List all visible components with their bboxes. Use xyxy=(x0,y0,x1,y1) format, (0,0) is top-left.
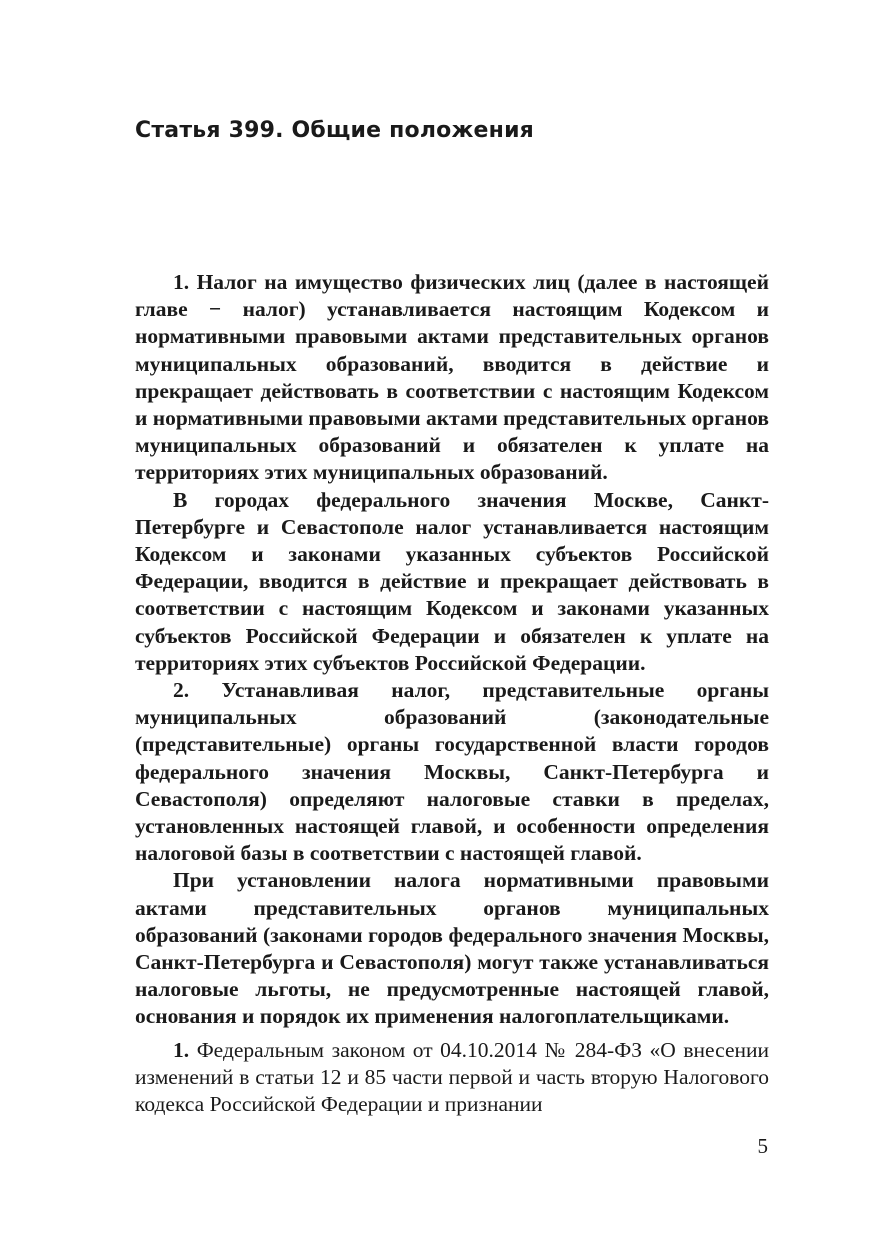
article-title: Статья 399. Общие положения xyxy=(135,118,535,143)
footnote-block xyxy=(135,1037,769,1119)
page-number: 5 xyxy=(757,1134,768,1158)
article-body xyxy=(135,269,769,1031)
footnote-number: 1. xyxy=(173,1038,190,1062)
paragraph-3: 2. Устанавливая налог, представительные органы муниципальных образований (законодательные (представительные) органы государственной власти городов федерального значения Москвы, Санкт-Петербурга и Севастополя) определяют налоговые ставки в пределах, установленных настоящей главой, и особенности определения налоговой базы в соответствии с настоящей главой. xyxy=(135,678,769,866)
footnote-paragraph xyxy=(135,1037,769,1119)
paragraph-4: При установлении налога нормативными правовыми актами представительных органов муниципальных образований (законами городов федерального значения Москвы, Санкт-Петербурга и Севастополя) могут также устанавливаться налоговые льготы, не предусмотренные настоящей главой, основания и порядок их применения налогоплательщиками. xyxy=(135,868,769,1029)
paragraph-1: 1. Налог на имущество физических лиц (далее в настоящей главе − налог) устанавливается настоящим Кодексом и нормативными правовыми актами представительных органов муниципальных образований, вводится в действие и прекращает действовать в соответствии с настоящим Кодексом и нормативными правовыми актами представительных органов муниципальных образований и обязателен к уплате на территориях этих муниципальных образований. xyxy=(135,270,769,485)
footnote-text: Федеральным законом от 04.10.2014 № 284-ФЗ «О внесении изменений в статьи 12 и 85 части первой и часть вторую Налогового кодекса Российской Федерации и признании xyxy=(135,1038,769,1117)
paragraph-2: В городах федерального значения Москве, Санкт-Петербурге и Севастополе налог устанавливается настоящим Кодексом и законами указанных субъектов Российской Федерации, вводится в действие и прекращает действовать в соответствии с настоящим Кодексом и законами указанных субъектов Российской Федерации и обязателен к уплате на территориях этих субъектов Российской Федерации. xyxy=(135,487,769,675)
